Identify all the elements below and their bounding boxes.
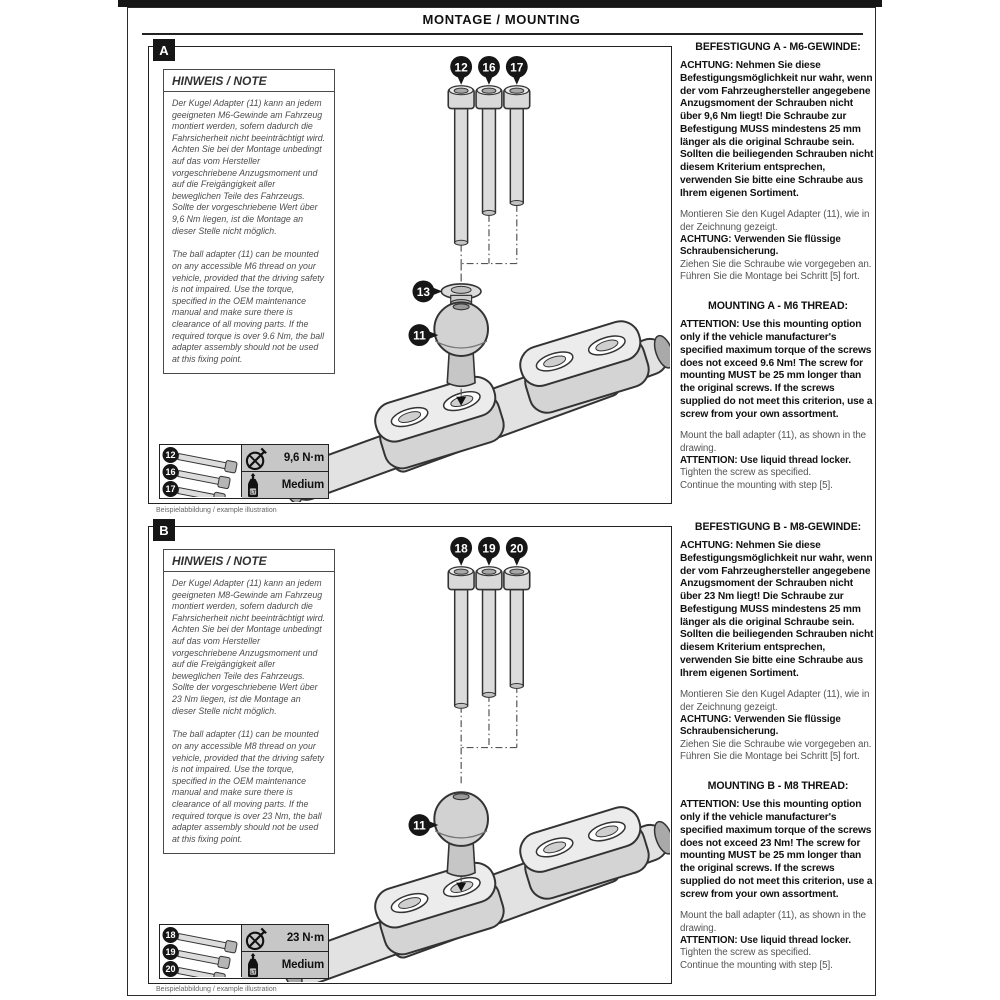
locker-value: Medium <box>281 959 324 971</box>
warning-de: ACHTUNG: Nehmen Sie diese Befestigungsmöglichkeit nur wahr, wenn der vom Fahrzeughersteller angegebene Anzugsmoment der Schrauben nicht über 23 Nm liegt! Die Schraube zur Befestigung MUSS mindestens 25 mm länger als die original Schraube sein. Sollten die beiliegenden Schrauben nicht diesem Kriterium entsprechen, verwenden Sie bitte eine Schraube aus Ihrem eigenen Sortiment. <box>680 540 874 679</box>
screw-18 <box>448 567 474 709</box>
svg-text:19: 19 <box>165 947 176 957</box>
svg-text:16: 16 <box>165 467 176 477</box>
callout-19 <box>478 537 500 566</box>
svg-text:19: 19 <box>482 541 496 556</box>
step-de: Montieren Sie den Kugel Adapter (11), wie in der Zeichnung gezeigt. <box>680 689 870 713</box>
svg-text:20: 20 <box>510 541 524 556</box>
instructions-column-b <box>680 521 876 981</box>
callout-17 <box>506 56 528 85</box>
step-en: ATTENTION: Use liquid thread locker. <box>680 455 851 466</box>
right-clamp <box>516 317 654 418</box>
callout-18 <box>450 537 472 566</box>
note-box-b <box>163 549 335 854</box>
svg-text:12: 12 <box>165 450 176 460</box>
callout-20 <box>506 537 528 566</box>
left-clamp <box>371 858 509 959</box>
header-rule <box>142 33 863 35</box>
locker-value: Medium <box>281 479 324 491</box>
svg-text:11: 11 <box>413 818 426 833</box>
example-caption-b: Beispielabbildung / example illustration <box>156 986 277 993</box>
heading-en: MOUNTING A - M6 THREAD: <box>708 300 848 313</box>
step-en: Tighten the screw as specified. <box>680 947 812 959</box>
step-en: Mount the ball adapter (11), as shown in the drawing. <box>680 910 867 934</box>
torque-row <box>242 445 328 472</box>
threadlocker-bottle-icon <box>245 953 261 978</box>
callout-13 <box>412 280 442 302</box>
ball-adapter-illustration <box>434 302 488 386</box>
spec-screws-illustration <box>160 925 242 977</box>
warning-en: ATTENTION: Use this mounting option only if the vehicle manufacturer's specified maximum torque of the screws does not exceed 9.6 Nm! The screw for mounting MUST be 25 mm longer than the original screws. If the screws supplied do not meet this criterion, use a screw from your own assortment. <box>680 319 873 420</box>
section-b-badge: B <box>153 519 175 541</box>
torque-value: 23 N·m <box>286 932 324 944</box>
screw-16 <box>476 86 502 216</box>
step-en: Continue the mounting with step [5]. <box>680 479 833 491</box>
screw-20 <box>504 567 530 689</box>
screw-illustrations <box>448 567 529 709</box>
left-clamp <box>371 372 509 473</box>
heading-de: BEFESTIGUNG B - M8-GEWINDE: <box>694 521 862 533</box>
warning-en: ATTENTION: Use this mounting option only if the vehicle manufacturer's specified maximum torque of the screws does not exceed 23 Nm! The screw for mounting MUST be 25 mm longer than the original screws. If the screws supplied do not meet this criterion, use a screw from your own assortment. <box>680 799 873 900</box>
svg-text:11: 11 <box>413 328 426 343</box>
callout-16 <box>478 56 500 85</box>
svg-text:12: 12 <box>454 60 468 75</box>
example-caption-a: Beispielabbildung / example illustration <box>156 507 277 514</box>
step-de: Führen Sie die Montage bei Schritt [5] fort. <box>680 270 860 282</box>
step-de: ACHTUNG: Verwenden Sie flüssige Schraubensicherung. <box>680 713 841 738</box>
heading-de: BEFESTIGUNG A - M6-GEWINDE: <box>695 41 861 53</box>
note-title: HINWEIS / NOTE <box>164 70 334 92</box>
step-de: Ziehen Sie die Schraube wie vorgegeben an. <box>680 258 872 270</box>
step-de: ACHTUNG: Verwenden Sie flüssige Schraubensicherung. <box>680 233 841 258</box>
torque-spec-box-a <box>159 444 329 499</box>
note-title: HINWEIS / NOTE <box>164 550 334 572</box>
page-top-edge <box>118 0 882 7</box>
instructions-column-a <box>680 41 876 501</box>
note-text-de: Der Kugel Adapter (11) kann an jedem geeigneten M8-Gewinde am Fahrzeug montiert werden, sofern dadurch die Fahrsicherheit nicht beeinträchtigt wird. Achten Sie bei der Montage unbedingt auf das vom Hersteller vorgeschriebene Anzugsmoment und auf die Freigängigkeit aller beweglichen Teile des Fahrzeugs. Sollte der vorgeschriebene Wert über 23 Nm liegen, ist die Montage an dieser Stelle nicht möglich. <box>172 578 326 716</box>
svg-text:20: 20 <box>165 964 176 974</box>
manual-sheet <box>127 7 876 996</box>
section-a-panel <box>148 42 672 504</box>
note-text-en: The ball adapter (11) can be mounted on any accessible M8 thread on your vehicle, provided that the driving safety is not impaired. Use the torque, specified in the OEM maintenance manual and make sure there is clearance of all moving parts. If the required torque is over 23 Nm, the ball adapter assembly should not be used at this fixing point. <box>172 729 325 844</box>
note-box-a <box>163 69 335 374</box>
screw-17 <box>504 86 530 206</box>
svg-text:18: 18 <box>165 930 176 940</box>
callout-12 <box>450 56 472 85</box>
svg-text:17: 17 <box>165 484 176 494</box>
screw-12 <box>448 86 474 245</box>
heading-en: MOUNTING B - M8 THREAD: <box>707 780 849 793</box>
svg-text:LT: LT <box>250 969 256 974</box>
torque-wrench-icon <box>245 446 269 471</box>
locker-row <box>242 952 328 978</box>
right-clamp <box>516 803 654 904</box>
svg-text:LT: LT <box>250 489 256 494</box>
torque-row <box>242 925 328 952</box>
torque-spec-box-b <box>159 924 329 979</box>
step-en: Tighten the screw as specified. <box>680 467 812 479</box>
torque-wrench-icon <box>245 926 269 951</box>
leader-lines <box>461 686 517 785</box>
svg-text:13: 13 <box>416 284 431 299</box>
step-de: Führen Sie die Montage bei Schritt [5] fort. <box>680 750 860 762</box>
spec-screws-illustration <box>160 445 242 497</box>
screw-19 <box>476 567 502 698</box>
svg-text:16: 16 <box>482 60 496 75</box>
note-text-de: Der Kugel Adapter (11) kann an jedem geeigneten M6-Gewinde am Fahrzeug montiert werden, sofern dadurch die Fahrsicherheit nicht beeinträchtigt wird. Achten Sie bei der Montage unbedingt auf das vom Hersteller vorgeschriebene Anzugsmoment und auf die Freigängigkeit aller beweglichen Teile des Fahrzeugs. Sollte der vorgeschriebene Wert über 9,6 Nm liegen, ist die Montage an dieser Stelle nicht möglich. <box>172 98 326 236</box>
step-en: Continue the mounting with step [5]. <box>680 959 833 971</box>
step-de: Ziehen Sie die Schraube wie vorgegeben an. <box>680 738 872 750</box>
step-de: Montieren Sie den Kugel Adapter (11), wie in der Zeichnung gezeigt. <box>680 209 870 233</box>
page-title: MONTAGE / MOUNTING <box>422 12 581 27</box>
svg-text:18: 18 <box>454 541 468 556</box>
note-text-en: The ball adapter (11) can be mounted on any accessible M6 thread on your vehicle, provided that the driving safety is not impaired. Use the torque, specified in the OEM maintenance manual and make sure there is clearance of all moving parts. If the required torque is over 9.6 Nm, the ball adapter assembly should not be used at this fixing point. <box>172 249 325 364</box>
step-en: Mount the ball adapter (11), as shown in the drawing. <box>680 430 867 454</box>
section-b-panel <box>148 522 672 984</box>
locker-row <box>242 472 328 498</box>
svg-text:17: 17 <box>510 60 524 75</box>
section-a-badge: A <box>153 39 175 61</box>
threadlocker-bottle-icon <box>245 473 261 498</box>
leader-lines <box>461 205 517 283</box>
warning-de: ACHTUNG: Nehmen Sie diese Befestigungsmöglichkeit nur wahr, wenn der vom Fahrzeughersteller angegebene Anzugsmoment der Schrauben nicht über 9,6 Nm liegt! Die Schraube zur Befestigung MUSS mindestens 25 mm länger als die original Schraube sein. Sollten die beiliegenden Schrauben nicht diesem Kriterium entsprechen, verwenden Sie bitte eine Schraube aus Ihrem eigenen Sortiment. <box>680 60 874 199</box>
torque-value: 9,6 N·m <box>283 452 324 464</box>
step-en: ATTENTION: Use liquid thread locker. <box>680 935 851 946</box>
